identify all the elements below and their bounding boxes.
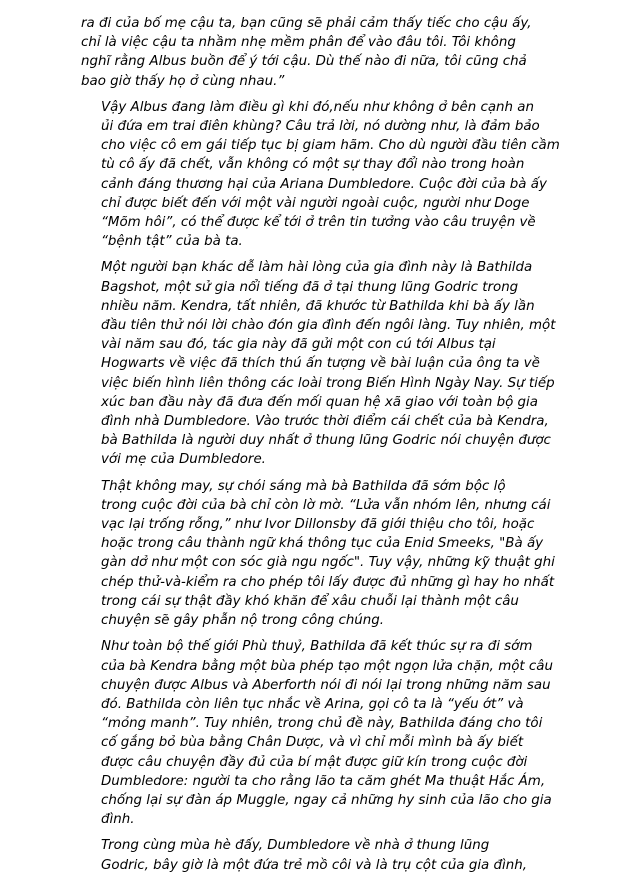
text-line: của bà Kendra bằng một bùa phép tạo một ngọn lửa chặn, một câu bbox=[101, 658, 553, 674]
paragraph-6 bbox=[81, 836, 544, 874]
paragraph-3 bbox=[81, 258, 556, 469]
text-line: Thật không may, sự chói sáng mà bà Bathilda đã sớm bộc lộ bbox=[101, 478, 506, 494]
text-line: gàn dở như một con sóc già ngu ngốc". Tuy vậy, những kỹ thuật ghi bbox=[101, 555, 555, 571]
text-line: cố gắng bỏ bùa bằng Chân Dược, và vì chỉ mỗi mình bà ấy biết bbox=[101, 735, 524, 751]
text-line: bà Bathilda là người duy nhất ở thung lũng Godric nói chuyện được bbox=[101, 433, 551, 449]
text-line: “mỏng manh”. Tuy nhiên, trong chủ đề này, Bathilda đáng cho tôi bbox=[101, 716, 543, 732]
text-line: Godric, bây giờ là một đứa trẻ mồ côi và là trụ cột của gia đình, bbox=[101, 857, 527, 873]
text-line: Vậy Albus đang làm điều gì khi đó,nếu như không ở bên cạnh an bbox=[101, 99, 534, 115]
text-line: nghĩ rằng Albus buồn để ý tới cậu. Dù thế nào đi nữa, tôi cũng chả bbox=[81, 54, 527, 70]
text-line: đầu tiên thử nói lời chào đón gia đình đến ngôi làng. Tuy nhiên, một bbox=[101, 318, 556, 334]
text-line: vài năm sau đó, tác gia này đã gửi một con cú tới Albus tại bbox=[101, 337, 496, 353]
text-line: xúc ban đầu này đã đưa đến mối quan hệ xã giao với toàn bộ gia bbox=[101, 394, 538, 410]
text-line: hoặc trong câu thành ngữ khá thông tục của Enid Smeeks, "Bà ấy bbox=[101, 536, 544, 552]
text-line: cảnh đáng thương hại của Ariana Dumbledore. Cuộc đời của bà ấy bbox=[101, 176, 547, 192]
text-line: tù cô ấy đã chết, vẫn không có một sự thay đổi nào trong hoàn bbox=[101, 157, 525, 173]
paragraph-4 bbox=[81, 477, 555, 631]
text-line: đình nhà Dumbledore. Vào trước thời điểm cái chết của bà Kendra, bbox=[101, 414, 549, 430]
text-line: trong cái sự thật đầy khó khăn để xâu chuỗi lại thành một câu bbox=[101, 593, 519, 609]
text-line: chuyện được Albus và Aberforth nói đi nói lại trong những năm sau bbox=[101, 677, 551, 693]
paragraph-5 bbox=[81, 637, 553, 829]
text-line: được câu chuyện đầy đủ của bí mật được giữ kín trong cuộc đời bbox=[101, 754, 528, 770]
text-line: “bệnh tật” của bà ta. bbox=[101, 234, 243, 250]
text-line: với mẹ của Dumbledore. bbox=[101, 452, 266, 468]
paragraph-2 bbox=[81, 98, 560, 252]
text-line: ra đi của bố mẹ cậu ta, bạn cũng sẽ phải cảm thấy tiếc cho cậu ấy, bbox=[81, 16, 532, 31]
text-line: Hogwarts về việc đã thích thú ấn tượng về bài luận của ông ta về bbox=[101, 356, 540, 372]
text-line: chép thử-và-kiểm ra cho phép tôi lấy được đủ những gì hay ho nhất bbox=[101, 574, 555, 590]
text-line: nhiều năm. Kendra, tất nhiên, đã khước từ Bathilda khi bà ấy lần bbox=[101, 298, 535, 314]
text-line: chỉ được biết đến với một vài người ngoài cuộc, người như Doge bbox=[101, 195, 530, 211]
text-line: Bagshot, một sử gia nổi tiếng đã ở tại thung lũng Godric trong bbox=[101, 279, 519, 295]
text-line: trong cuộc đời của bà chỉ còn lờ mờ. “Lửa vẫn nhóm lên, nhưng cái bbox=[101, 497, 551, 513]
text-line: Dumbledore: người ta cho rằng lão ta căm ghét Ma thuật Hắc Ám, bbox=[101, 773, 546, 789]
text-line: chống lại sự đàn áp Muggle, ngay cả những hy sinh của lão cho gia bbox=[101, 792, 552, 808]
text-line: Một người bạn khác dễ làm hài lòng của gia đình này là Bathilda bbox=[101, 260, 533, 276]
text-line: vạc lại trống rỗng,” như Ivor Dillonsby đã giới thiệu cho tôi, hoặc bbox=[101, 517, 535, 533]
text-line: bao giờ thấy họ ở cùng nhau.” bbox=[81, 73, 285, 89]
text-line: cho việc cô em gái tiếp tục bị giam hãm. Cho dù người đầu tiên cầm bbox=[101, 138, 560, 154]
text-line: đình. bbox=[101, 812, 135, 828]
text-line: đó. Bathilda còn liên tục nhắc về Arina, gọi cô ta là “yếu ớt” và bbox=[101, 696, 524, 712]
text-line: ủi đứa em trai điên khùng? Câu trả lời, nó dường như, là đảm bảo bbox=[101, 119, 540, 135]
text-line: việc biến hình liên thông các loài trong Biến Hình Ngày Nay. Sự tiếp bbox=[101, 375, 555, 391]
text-line: Như toàn bộ thế giới Phù thuỷ, Bathilda đã kết thúc sự ra đi sớm bbox=[101, 639, 533, 655]
text-line: “Mõm hôi”, có thể được kể tới ở trên tin tưởng vào câu truyện về bbox=[101, 215, 536, 231]
paragraph-1 bbox=[81, 14, 544, 91]
text-line: chỉ là việc cậu ta nhầm nhẹ mềm phân để vào đâu tôi. Tôi không bbox=[81, 35, 516, 51]
text-line: Trong cùng mùa hè đấy, Dumbledore về nhà ở thung lũng bbox=[101, 838, 490, 854]
text-line: chuyện sẽ gây phẫn nộ trong công chúng. bbox=[101, 613, 385, 629]
